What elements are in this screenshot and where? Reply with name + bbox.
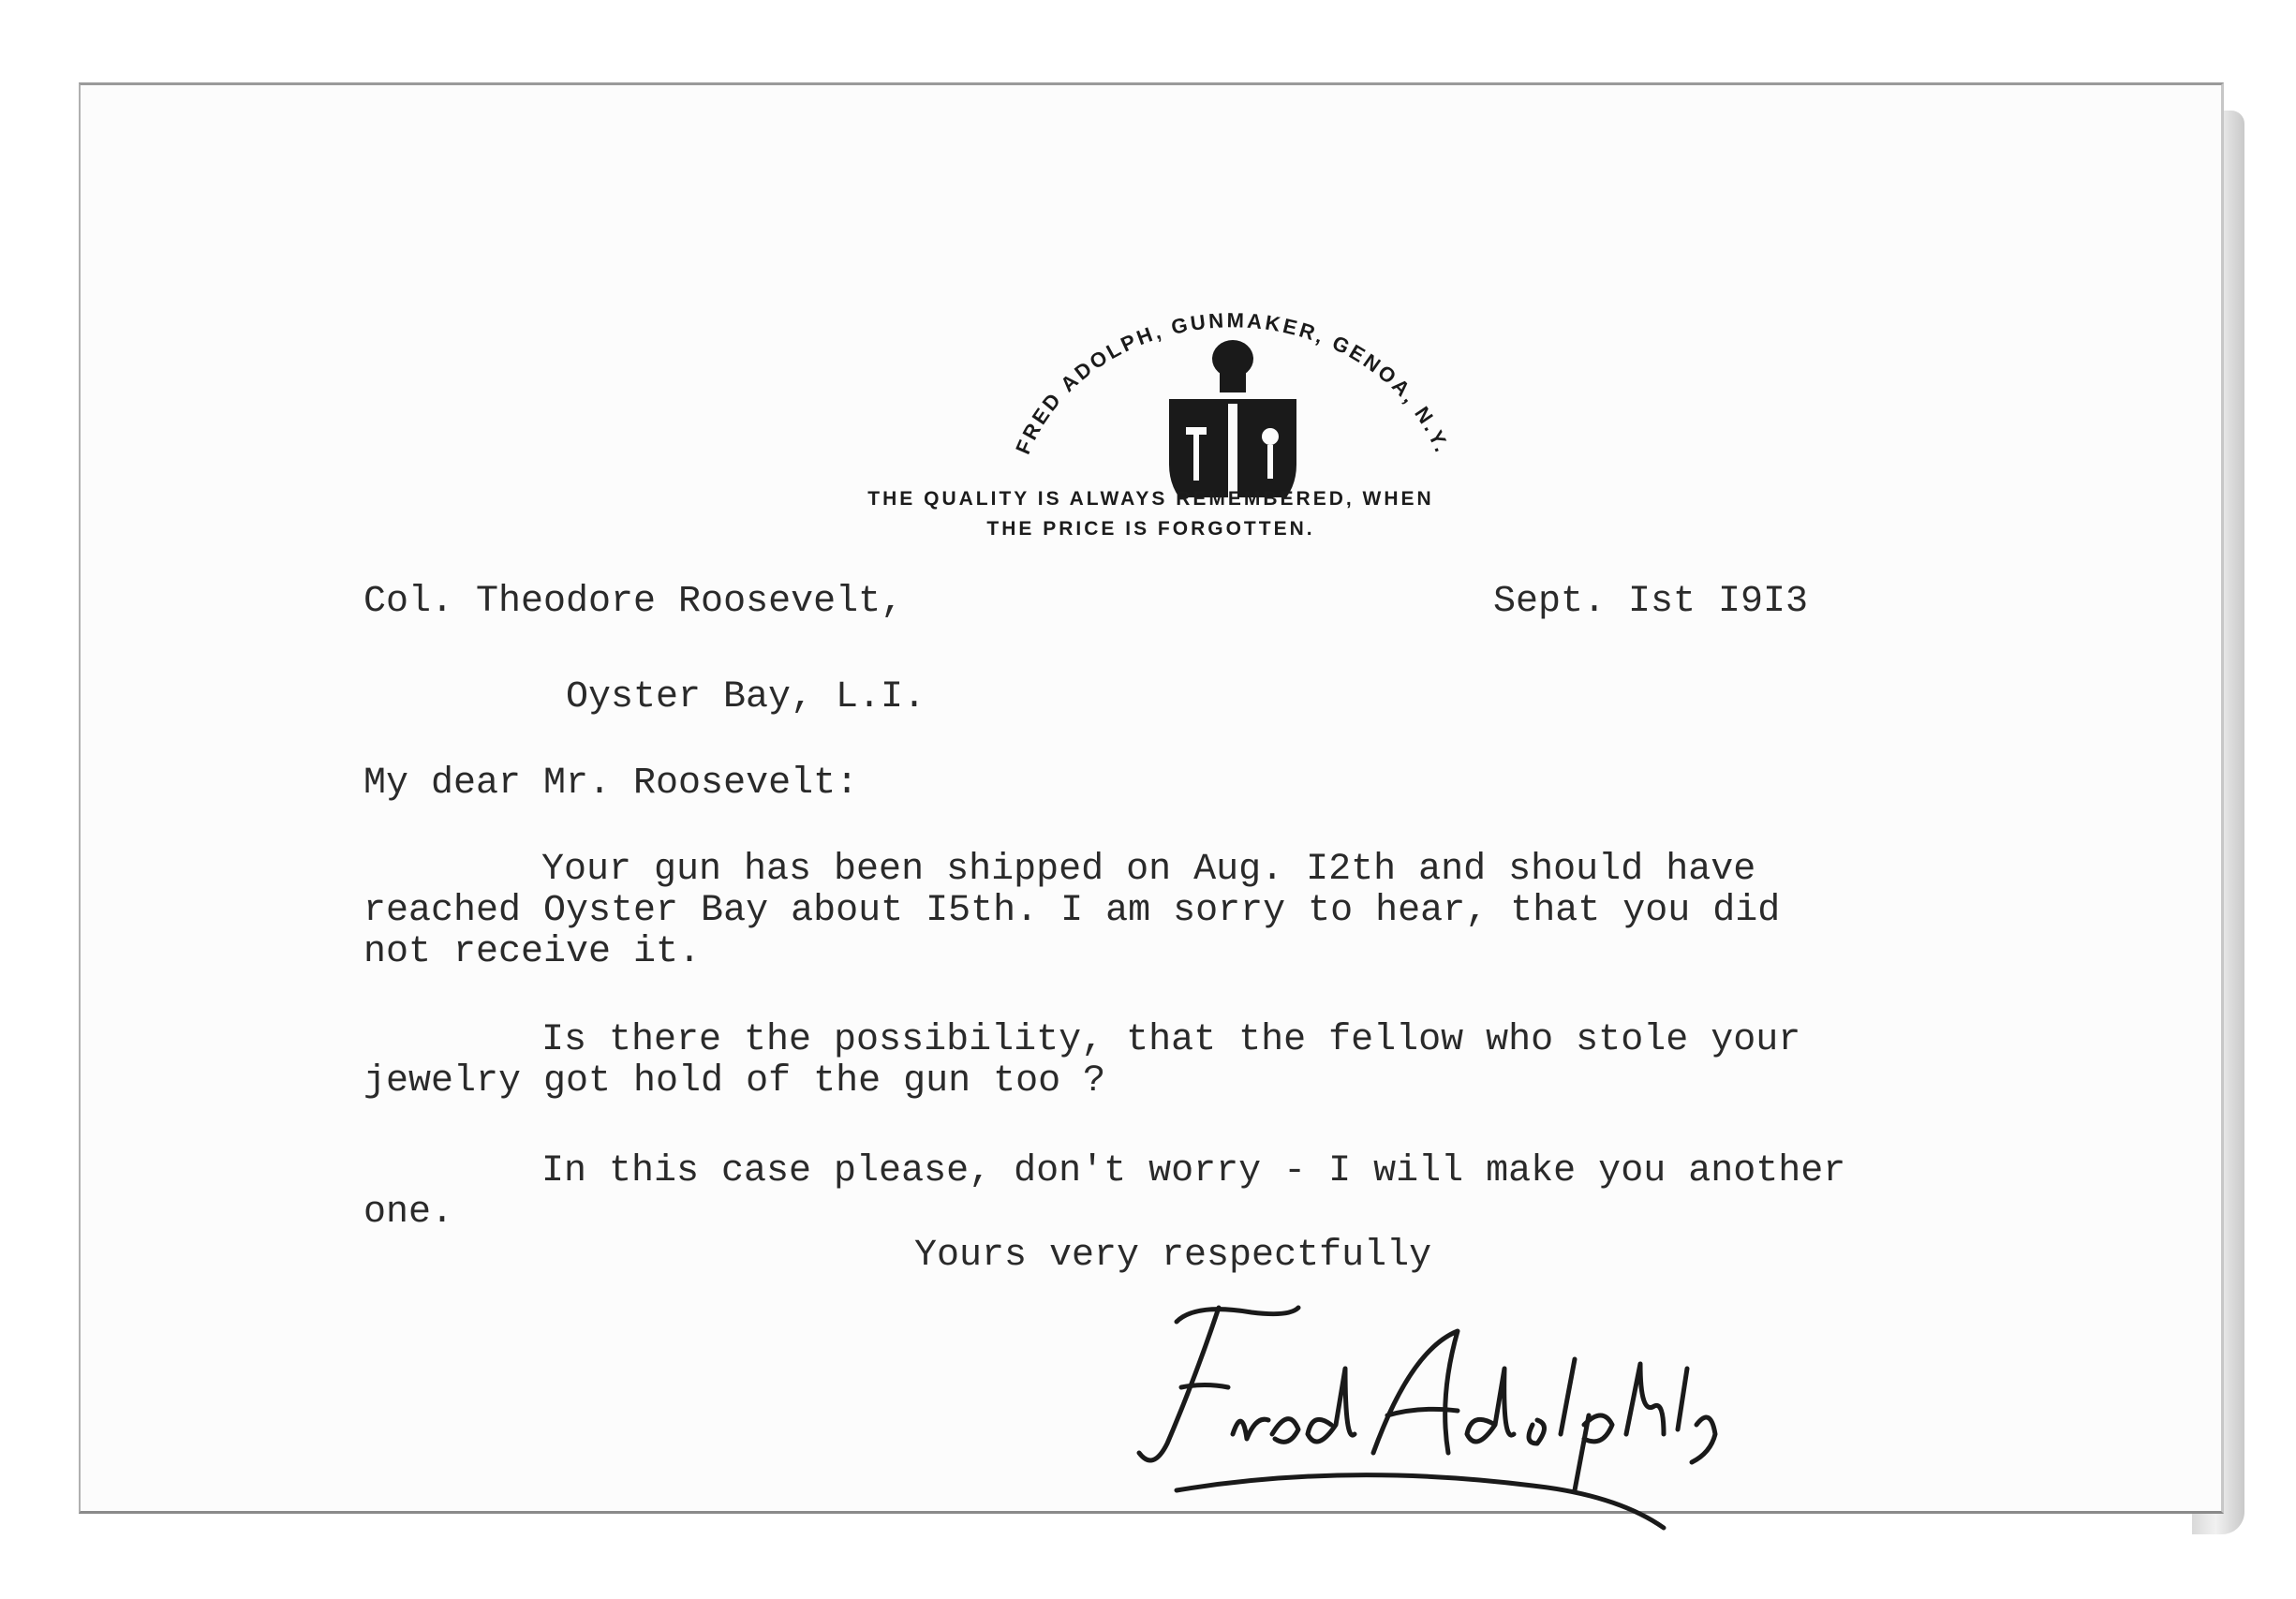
paragraph-1-line-1: Your gun has been shipped on Aug. I2th and should have (541, 849, 1756, 891)
paragraph-3-line-1: In this case please, don't worry - I will make you another (541, 1150, 1846, 1192)
crest-icon (952, 226, 1514, 497)
closing: Yours very respectfully (914, 1235, 1432, 1277)
recipient-address: Oyster Bay, L.I. (566, 676, 926, 718)
paragraph-3-line-2: one. (363, 1192, 454, 1234)
letter-date: Sept. Ist I9I3 (1493, 581, 1809, 623)
paragraph-2-line-1: Is there the possibility, that the fellow who stole your (541, 1019, 1801, 1061)
salutation: My dear Mr. Roosevelt: (363, 762, 859, 805)
motto-line-1: THE QUALITY IS ALWAYS REMEMBERED, WHEN (867, 488, 1434, 510)
letterhead (81, 85, 2221, 572)
motto-line-2: THE PRICE IS FORGOTTEN. (986, 518, 1315, 540)
paragraph-1-line-2: reached Oyster Bay about I5th. I am sorry to hear, that you did (363, 890, 1781, 932)
paragraph-2-line-2: jewelry got hold of the gun too ? (363, 1060, 1106, 1103)
letter-sheet (79, 82, 2224, 1514)
paragraph-1-line-3: not receive it. (363, 931, 702, 973)
recipient-name: Col. Theodore Roosevelt, (363, 581, 904, 623)
letterhead-arc-text: FRED ADOLPH, GUNMAKER, GENOA, N.Y. (1011, 308, 1455, 458)
